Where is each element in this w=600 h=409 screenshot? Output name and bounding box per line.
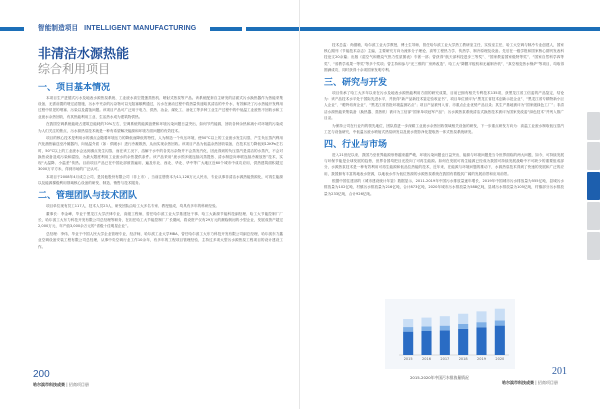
page-number: 201 [552,366,567,377]
page-number: 200 [33,369,50,380]
bar-segment-2019-0 [476,327,486,355]
bar-segment-2020-2 [495,309,505,321]
side-tab-strip [587,112,600,262]
bar-segment-2018-2 [458,314,468,324]
paragraph: 技术总监：尚德敏，哈尔滨工业大学教授，博士生导师，曾任哈尔滨工业大学热工教研室主任，实验室主任，哈工大空调与制冷专业创建人，国家核心期刊《节能技术杂志》主编，主要研究方向为流体分子理论、高等工程热力学、传热学、制冷原理及设备。先后在一级学报和国家核心期刊发表科技论文20余篇；出版《湿空气和燃烧气热力性质图表》专著一部；曾获得“航天部科技进步三等奖”、“国家教委国家级特等奖”、“国家自然科学四等奖”、“省教学成果一等奖”等多个奖项；曾主持和参与“光三维的厂房跨改造”、哈工大“降膜平板机和无氟制冷机”、“真空相变热水锅炉”等项目，均取得圆满成功，同时获得十余项国家发明专利。 [324,43,564,72]
footer-title: 哈尔滨市科技成果 [33,382,65,387]
bar-segment-2015-2 [403,319,413,327]
paragraph: 项目的核心技术是利用水的沸点会随着环境压力的降低而降低的特性，人为制造一个负压环境，使50°C以上的工业废水发生闪蒸，产生负压蒸汽利用汽化潜热输送至冷凝器内，向低温介质（如：供暖水）进行冷凝散热，从而实现余热回收。该项目产品为低温余热回收装备，在技术压力降低到12KPa左右时，50°C以上的工业废水会达到沸点发生闪蒸，而在该工况下，溶解于水中的各类污杂物并不会蒸发汽化，因此得到的负压蒸汽是清洁的水蒸汽，不会对换热设备造成污染和腐蚀，为最大限度利用工业废水的余热提供条件。该产品采用“废水预多级连续闪蒸提热、清水制逆向串联连续冷凝放热”技术，实现“大温降、小温差”传热。目前项目产品已在中国北部被普遍用，遍及东北、西北、华北、华中等广大地区近60个城市中成功应用，供热建筑面积超过3000万平方米，得到市场的广泛认可。 [38,136,283,172]
paragraph: 为保持公司在行业内的领先地位，团队将进一步深耕工业废水余热回收领域相关设备的研发，下一步重点研发方向为：高温工业废水制取低压蒸汽工艺与设备研究，中低温污废水喷射式热泵研发以及废水资影净化提取热一体式热泵系统研发。 [324,123,564,134]
paragraph: 项目传承了哈工大多年以来在污水及地表水源热能利用方面的研究成果，目前已拥有相关专利技术135项，获黑龙江省工信委的产品鉴定，结论为：该产品技术水平处于国际先进水平，并获得“新产品新技术鉴定验收证书”，项目单位被评为“黑龙江省技术创新示范企业”、“黑龙江省专精特新小巨人企业”、“瞪羚培育企业”、“黑龙江省首批环境监测站点”；项目产品被列入省、市重点企业优势产品目录；其生产基地被评为“国家级绿色工厂”；非清洁水源热能采集装备（换热器、蒸热机）被评为工信部“国家单项冠军产品”；污水源热泵系统清洁式换热技术被评为国家发改委“绿色技术”并列入推广目录。 [324,91,564,120]
section-heading: 三、研究与开发 [324,78,388,89]
bar-segment-2016-1 [421,326,431,331]
footer-separator: | [66,382,68,387]
side-tab[interactable] [587,202,600,230]
section-label-en: INTELLIGENT MANUFACTURING [84,25,197,32]
left-column [38,78,283,251]
paragraph: 根据中国住建部的《城市建设统计年鉴》数据显示，2011-2019年中国污水排放量逐年增长，2019年中国城市污水排放量为555亿吨，县城污水排放量为102亿吨，村镇污水排放量为216亿吨，合计873亿吨，2020年城市污水排放量为588亿吨，县城污水排放量为105亿吨，村镇部分污水排放量为233亿吨，合计926亿吨。 [324,179,564,196]
footer-separator: | [535,380,537,385]
x-tick-label: 2018 [458,357,468,361]
side-tab[interactable] [587,142,600,170]
x-tick-label: 2015 [403,357,413,361]
section-heading: 一、项目基本情况 [38,83,111,93]
section-heading: 四、行业与市场 [324,139,388,150]
section-ribbon [38,22,196,32]
bar-segment-2019-1 [476,322,486,327]
bar-segment-2017-0 [440,330,450,355]
footer-title: 哈尔滨市科技成果 [502,380,534,385]
page-footer [33,382,89,388]
header-rule-mid [210,27,242,31]
side-tab[interactable] [587,112,600,140]
bar-segment-2018-1 [458,324,468,329]
bar-segment-2016-0 [421,331,431,355]
paragraph: 项目单位现有员工117人，技术人员23人，研发团队由哈工大多名专家、教授组成，均具有多年的科研经验。 [46,204,220,209]
right-column [324,42,564,198]
header-rule-right [246,27,300,31]
bar-segment-2015-0 [403,332,413,355]
paragraph: 本项目于2008年4月成立公司，是其他股份有限公司（非上市），当前注册资本为11,128万元人民币，专业从事非清洁水源热能资源化，可再生能源以及能源梯级利用领域核心设备的研发、制造、销售与技术服务。 [38,174,283,186]
x-tick-label: 2019 [477,357,486,361]
paragraph: 董事长：李金峰，毕业于黑龙江大学法律专业，高级工程师，曾任哈尔滨工业大学基建处干事、哈工大新源节能科技副经理、哈工大节能控制厂厂长，哈尔滨工大东力科技开发有限公司总经理等职务，在担任哈工大节能控制厂厂长期间，将设资产仅有29万元的濒临倒闭的小型企业，发展成资产超过2,000万元、年产值3,000余万元的“省级十佳明星企业”。 [38,212,283,229]
bar-segment-2016-2 [421,318,431,327]
side-tab[interactable] [587,232,600,260]
x-tick-label: 2017 [440,357,450,361]
bar-segment-2017-2 [440,316,450,326]
section-heading: 二、管理团队与技术团队 [38,191,138,202]
sewage-discharge-chart [385,299,515,369]
side-tab-active[interactable] [587,172,600,200]
paragraph: 本项目生产进德式污水及地表水源热泵系统、工业废水高空提蛋蒸热机、喷射式热泵等产品。该系统配套自主研发的洁面式污水换热器作为热能采集设备，无需前置的堵过滤措施，污水中夹杂的污杂物可以无阻塞顺利通过，污水在流动过程中将热量传递给其清洁的中介水，有效解决了污水热能开发利用过程中常见的堵塞、污染以及腐蚀问题。该项目产品可广泛用于电力、供热、冶金、煤化工、油化工等多种工业生产过程中的中低温工业废热不回收水和工业废水余热回收，有其热能利用工业、生活热水成为建筑物供热。 [38,96,283,119]
chart-caption: 2015-2020年中国污水排放量情况 [410,375,469,380]
bar-segment-2020-1 [495,320,505,325]
page-footer [502,380,558,386]
page-subtitle: 综合利用项目 [38,62,111,76]
page-title: 非清洁水源热能 [38,47,130,62]
header-rule [300,27,600,31]
header-rule-left [0,27,24,31]
x-tick-label: 2016 [422,357,431,361]
paragraph: 进入21世纪以来，我国乃至世界能源形势越来越严峻，环境污染问题也日益突出，能源与环境问题是当今世界面临的两大问题，如今，可持续发展与环保节能是全球发展的趋势，世界各国均把目光投向了可再生能源。如何在发展可再生能源已经成为我国可持续发展战略中不可缺少的重要组成部分，水源热泵技术是一种有效利用可再生能源和低品位热能的技术，近年来，在能源与环境问题的推动下，水源热泵技术得到了快速的发展和广泛的应用，我国拥有丰富的地表水资源，以地表水作为低位热源的水源热泵系统在我国有着极其广阔的发展前景和应用前景。 [324,152,564,176]
footer-subtitle: 招商项目册 [537,380,558,385]
paragraph: 在我国空调系统能耗占建筑总能耗的70%左右，空调系统的能源浪费和环境污染问题日益突出，如何节约能源，回收各种余热和减小对环境的污染成为人们关注的焦点，污水源热泵技术就是一种有希望解决能源和环境方面问题的有效技术。 [38,122,283,133]
chart-canvas [385,299,515,369]
x-tick-label: 2020 [495,357,505,361]
bar-segment-2019-2 [476,311,486,322]
bar-segment-2015-1 [403,327,413,332]
bar-segment-2020-0 [495,326,505,355]
paragraph: 总经理：李伟，毕业于中国人民大学企业管理专业，经济师，哈尔滨工业大学MBA，曾任哈尔滨工大东力科技开发有限公司副总经理，哈尔滨东力鑫业空调设备安装工程有限公司总经理，从事中央空调行业工作10余年，有多年的工程项目管理经验，主持过多项大型污水源热泵工程项目的设计建设工作。 [38,232,283,249]
footer-subtitle: 招商项目册 [68,382,89,387]
bar-segment-2017-1 [440,326,450,331]
section-label-cn: 智能制造项目 [38,24,79,32]
bar-segment-2018-0 [458,329,468,355]
